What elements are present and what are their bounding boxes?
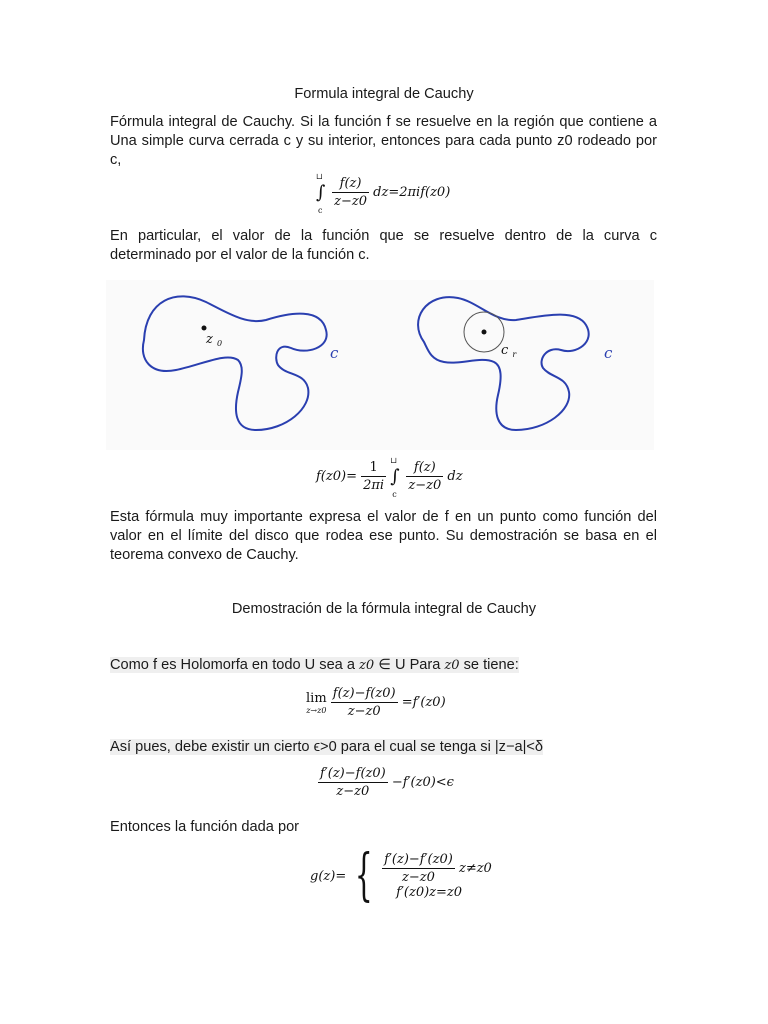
fraction: $\frac{f(z)}{z-z0}$ (334, 176, 368, 209)
left-point-z0 (202, 326, 207, 331)
paragraph-intro: Fórmula integral de Cauchy. Si la función f se resuelve en la región que contiene a Una simple curva cerrada c y su interior, entonces para cada punto z0 rodeado por c, (110, 114, 657, 168)
formula-f-z0: f(z0)= $\frac{1}{2\pi i}$ ∫ ⊔ c $\frac{f(z)}{z-z0}$ dz (316, 456, 463, 499)
line-holomorfa: Como f es Holomorfa en todo U sea a z0 ∈ U Para z0 se tiene: (110, 657, 519, 673)
line-epsilon: Así pues, debe existir un cierto ϵ>0 para el cual se tenga si |z−a|<δ (110, 739, 544, 755)
fraction: $\frac{f(z)-f(z0)}{z-z0}$ (332, 686, 396, 719)
paragraph-particular: En particular, el valor de la función que se resuelve dentro de la curva c determinado por el valor de la función c. (110, 228, 657, 263)
fraction: $\frac{f'(z)-f(z0)}{z-z0}$ (320, 766, 386, 799)
fraction-one-over-2pi-i: $\frac{1}{2\pi i}$ (363, 460, 385, 493)
line-entonces: Entonces la función dada por (110, 819, 300, 835)
paragraph-explanation: Esta fórmula muy importante expresa el valor de f en un punto como función del valor en el límite del disco que rodea ese punto. Su demostración se basa en el teorema convexo de Cauchy. (110, 509, 657, 563)
right-curve-label: c (604, 344, 613, 362)
integral-sign: ∫ ⊔ c (316, 172, 326, 215)
piecewise-cases (382, 852, 492, 900)
case-two: f′(z0)z=z0 (396, 885, 463, 900)
formula-cauchy-integral: ∫ ⊔ c $\frac{f(z)}{z-z0}$ dz=2πif(z0) (316, 172, 451, 215)
formula-limit-derivative: lim z→z0 $\frac{f(z)-f(z0)}{z-z0}$ =f′(z0) (306, 686, 446, 719)
formula-piecewise-g: g(z)= { $\frac{f'(z)-f'(z0)}{z-z0}$ z≠z0 f′(z0)z=z0 (310, 843, 492, 908)
left-z0-label: z $_0$ (206, 332, 223, 348)
left-curve-label: c (330, 344, 339, 362)
right-point-z0 (482, 330, 487, 335)
right-cr-label: c $_r$ (501, 343, 517, 359)
integral-sign: ∫ ⊔ c (390, 456, 400, 499)
contour-figure (106, 280, 654, 450)
limit-operator: lim z→z0 (306, 690, 327, 715)
fraction: $\frac{f(z)}{z-z0}$ (408, 460, 442, 493)
document-title: Formula integral de Cauchy (294, 86, 474, 102)
left-brace: { (355, 843, 374, 908)
section-title: Demostración de la fórmula integral de Cauchy (231, 601, 537, 617)
figure-background (106, 280, 654, 450)
case-one: $\frac{f'(z)-f'(z0)}{z-z0}$ z≠z0 (384, 852, 492, 885)
formula-epsilon-bound: $\frac{f'(z)-f(z0)}{z-z0}$ −f′(z0)<ϵ (320, 766, 454, 799)
